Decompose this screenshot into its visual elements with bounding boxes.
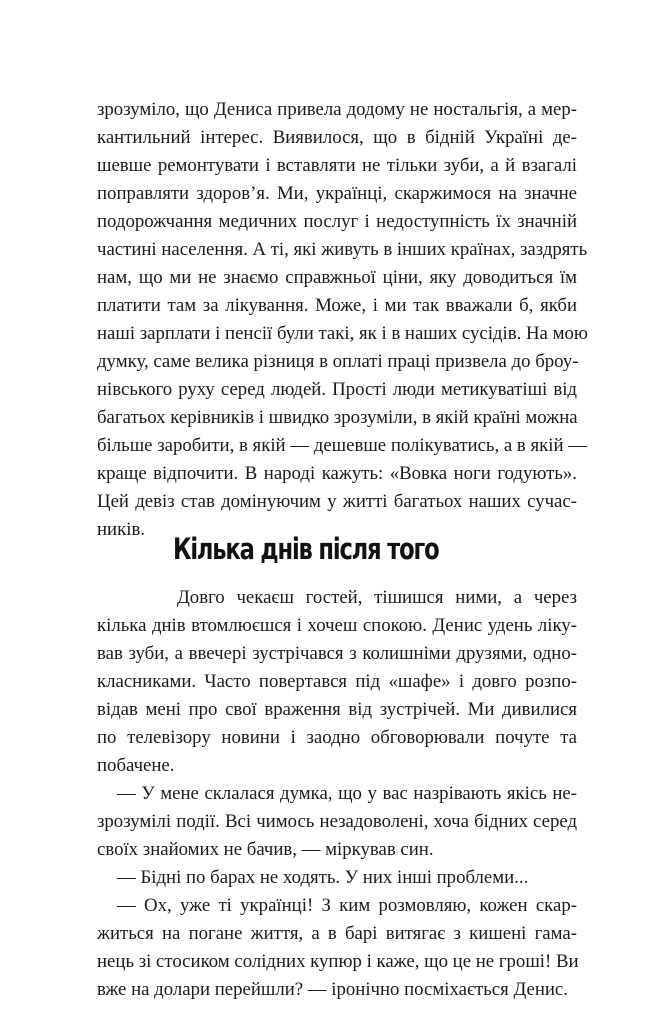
text-line: поправляти здоров’я. Ми, українці, скаржимося на значне	[97, 183, 577, 204]
dialogue-line: житься на погане життя, а в барі витягає з кишені гама-	[97, 923, 577, 944]
dialogue-line: зрозумілі події. Всі чимось незадоволені, хоча бідних серед	[97, 811, 577, 832]
text-line: подорожчання медичних послуг і недоступність їх значній	[97, 211, 577, 232]
text-line: зрозуміло, що Дениса привела додому не ностальгія, а мер-	[97, 99, 577, 120]
text-line: по телевізору новини і заодно обговорювали почуте та	[97, 727, 577, 748]
text-line: наші зарплати і пенсії були такі, як і в наших сусідів. На мою	[97, 323, 588, 344]
text-line: багатьох керівників і швидко зрозуміли, в якій країні можна	[97, 407, 578, 428]
text-line: краще відпочити. В народі кажуть: «Вовка ноги годують».	[97, 463, 577, 484]
text-line: шевше ремонтувати і вставляти не тільки зуби, а й взагалі	[97, 155, 577, 176]
text-line: кілька днів втомлюєшся і хочеш спокою. Денис удень ліку-	[97, 615, 577, 636]
section-heading: Кілька днів після того	[173, 532, 439, 566]
dialogue-line: своїх знайомих не бачив, — міркував син.	[97, 839, 434, 860]
text-line: вав зуби, а ввечері зустрічався з колишніми друзями, одно-	[97, 643, 577, 664]
text-line: нам, що ми не знаємо справжньої ціни, яку доводиться їм	[97, 267, 577, 288]
text-line: ників.	[97, 519, 146, 540]
text-line: кантильний інтерес. Виявилося, що в бідній Україні де-	[97, 127, 577, 148]
dialogue-line: вже на долари перейшли? — іронічно посміхається Денис.	[97, 979, 568, 1000]
text-line: Цей девіз став домінуючим у житті багатьох наших сучас-	[97, 491, 577, 512]
dialogue-line: нець зі стосиком солідних купюр і каже, що це не гроші! Ви	[97, 951, 579, 972]
dialogue-line: — Ох, уже ті українці! З ким розмовляю, кожен скар-	[117, 895, 577, 916]
text-line: класниками. Часто повертався під «шафе» і довго розпо-	[97, 671, 577, 692]
text-line: нівського руху серед людей. Прості люди метикуватіші від	[97, 379, 577, 400]
text-line: думку, саме велика різниця в оплаті праці призвела до броу-	[97, 351, 579, 372]
text-line: відав мені про свої враження від зустрічей. Ми дивилися	[97, 699, 577, 720]
dialogue-line: — У мене склалася думка, що у вас назрівають якісь не-	[117, 783, 577, 804]
text-line: частині населення. А ті, які живуть в інших країнах, заздрять	[97, 239, 588, 260]
text-line: Довго чекаєш гостей, тішишся ними, а через	[177, 587, 577, 608]
text-line: побачене.	[97, 755, 175, 776]
text-line: платити там за лікування. Може, і ми так вважали б, якби	[97, 295, 577, 316]
dialogue-line: — Бідні по барах не ходять. У них інші проблеми...	[117, 867, 529, 888]
text-line: більше заробити, в якій — дешевше полікуватись, а в якій —	[97, 435, 587, 456]
